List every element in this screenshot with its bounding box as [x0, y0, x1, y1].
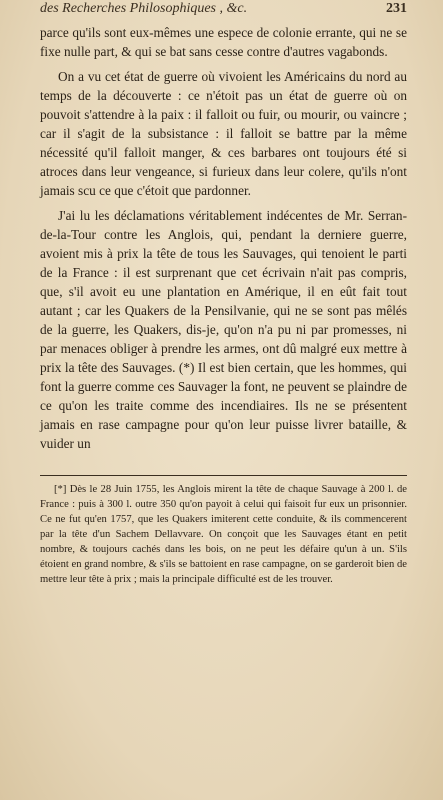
footnote [40, 482, 407, 587]
running-header [40, 0, 407, 23]
paragraph: On a vu cet état de guerre où vivoient les Américains du nord au temps de la découverte : ce n'étoit pas un état de guerre où on pouvoit s'attendre à la paix : il falloit ou fuir, ou mourir, ou vaincre ; car il s'agit de la subsistance : il falloit se battre par la même nécessité qu'il falloit manger, & ces barbares ont toujours été si atroces dans leur vengeance, si furieux dans leur colere, qu'ils n'ont jamais scu ce que c'étoit que pardonner. [40, 69, 407, 198]
paragraph: J'ai lu les déclamations véritablement indécentes de Mr. Serran-de-la-Tour contre les Anglois, qui, pendant la derniere guerre, avoient mis à prix la tête de tous les Sauvages, qui tenoient le parti de la France : il est surprenant que cet écrivain n'ait pas compris, que, s'il avoit eu une plantation en Amérique, il en eût fait tout autant ; car les Quakers de la Pensilvanie, qui ne se sont pas mêlés de la guerre, les Quakers, dis-je, qu'on n'a pu ni par promesses, ni par menaces obliger à prendre les armes, ont dû malgré eux mettre à prix la tête des Sauvages. (*) Il est bien certain, que les hommes, qui font la guerre comme ces Sauvager la font, ne peuvent se plaindre de ce qu'on les traite comme des incendiaires. Ils ne se présentent jamais en rase campagne pour qu'on leur puisse livrer bataille, & vuider un [40, 208, 407, 451]
page-number: 231 [386, 1, 407, 16]
footnote-text: [*] Dès le 28 Juin 1755, les Anglois mirent la tête de chaque Sauvage à 200 l. de France : puis à 300 l. outre 350 qu'on payoit à celui qui faisoit fur eux un prisonnier. Ce ne fut qu'en 1757, que les Quakers imiterent cette conduite, & ils commencerent par la tête d'un Sachem Dellavvare. On conçoit que les Sauvages étant en petit nombre, & toujours cachés dans les bois, on ne peut les défaire qu'un à un. S'ils étoient en grand nombre, & s'ils se battoient en rase campagne, on se garderoit bien de mettre leur tête à prix ; mais la principale difficulté est de les trouver. [40, 484, 407, 585]
running-title: des Recherches Philosophiques , &c. [40, 1, 248, 16]
main-text [40, 23, 407, 453]
footnote-rule [40, 475, 407, 476]
paragraph-continued: parce qu'ils sont eux-mêmes une espece de colonie errante, qui ne se fixe nulle part, & qui se bat sans cesse contre d'autres vagabonds. [40, 25, 407, 59]
